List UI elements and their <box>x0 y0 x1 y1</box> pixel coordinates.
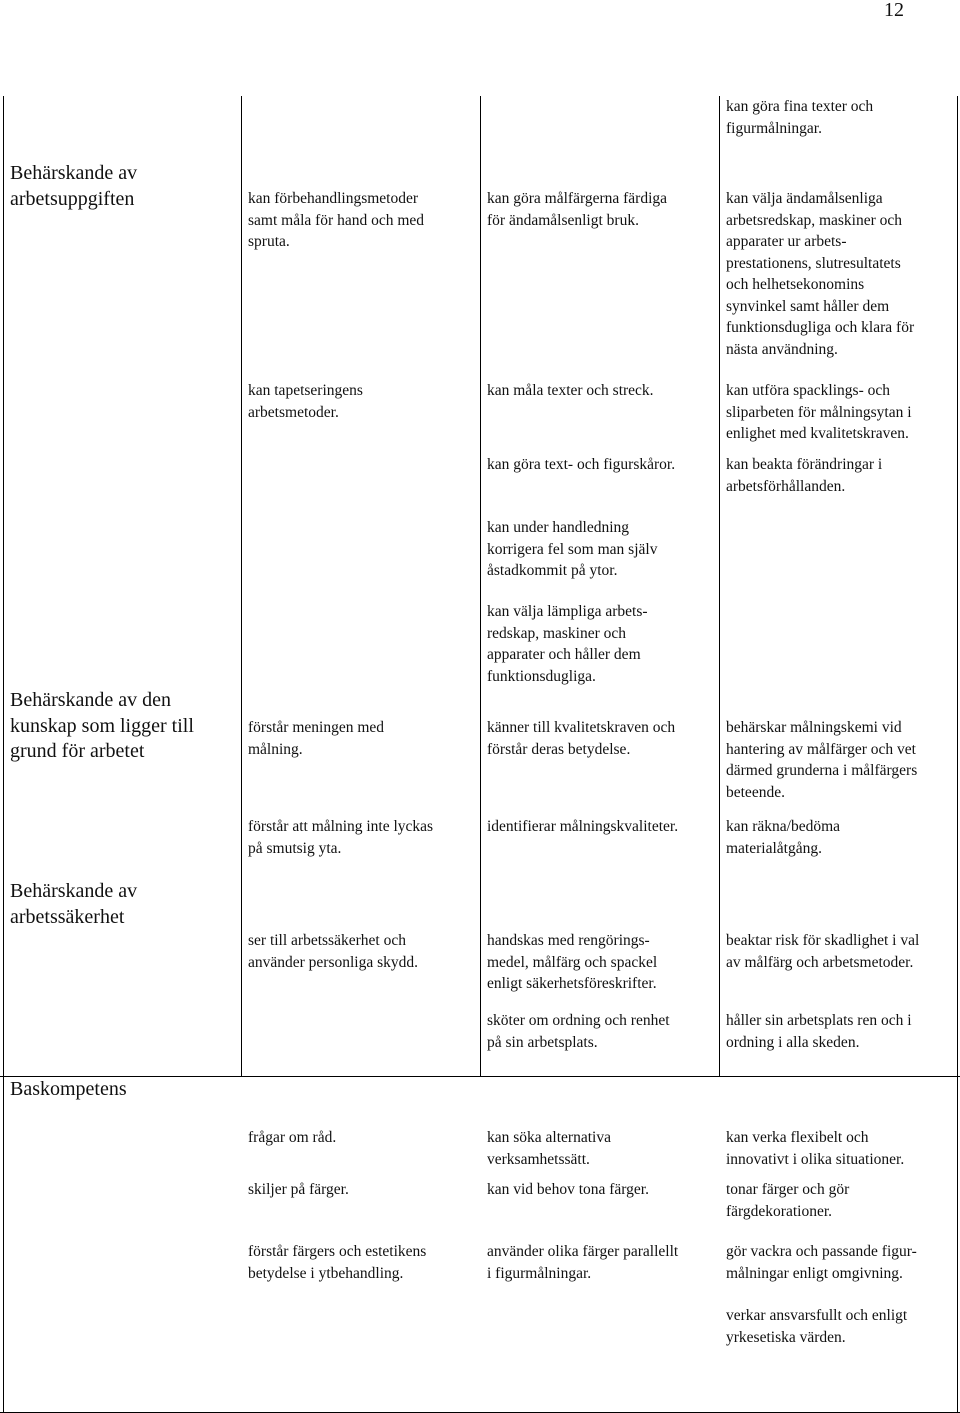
table-cell: tonar färger och gör färgdekorationer. <box>726 1181 850 1220</box>
table-cell: kan välja ändamålsenliga arbetsredskap, maskiner och apparater ur arbets- prestationens, slutresultatets och helhetsekonomins synvinkel samt håller dem funktionsdugliga och klara för nästa användning. <box>726 190 915 358</box>
column-rule <box>241 96 242 1077</box>
column-rule <box>480 96 481 1077</box>
section-heading: Behärskande av arbetssäkerhet <box>10 880 138 928</box>
table-cell: identifierar målningskvaliteter. <box>487 818 679 835</box>
table-cell: kan tapetseringens arbetsmetoder. <box>248 382 363 421</box>
table-cell: verkar ansvarsfullt och enligt yrkesetiska värden. <box>726 1307 908 1346</box>
table-cell: ser till arbetssäkerhet och använder personliga skydd. <box>248 932 419 971</box>
page-number: 12 <box>884 0 904 21</box>
table-cell: kan göra fina texter och figurmålningar. <box>726 98 874 137</box>
table-cell: sköter om ordning och renhet på sin arbetsplats. <box>487 1012 670 1051</box>
table-cell: förstår meningen med målning. <box>248 719 385 758</box>
table-cell: förstår att målning inte lyckas på smutsig yta. <box>248 818 434 857</box>
table-cell: behärskar målningskemi vid hantering av målfärger och vet därmed grunderna i målfärgers beteende. <box>726 719 918 801</box>
table-cell: kan vid behov tona färger. <box>487 1181 649 1198</box>
table-cell: kan göra text- och figurskåror. <box>487 456 676 473</box>
table-cell: kan utföra spacklings- och sliparbeten för målningsytan i enlighet med kvalitetskraven. <box>726 382 912 442</box>
table-cell: förstår färgers och estetikens betydelse i ytbehandling. <box>248 1243 427 1282</box>
table-cell: kan räkna/bedöma materialåtgång. <box>726 818 841 857</box>
table-cell: kan beakta förändringar i arbetsförhållanden. <box>726 456 883 495</box>
table-cell: gör vackra och passande figur- målningar enligt omgivning. <box>726 1243 917 1282</box>
table-cell: skiljer på färger. <box>248 1181 349 1198</box>
column-rule <box>957 96 958 1413</box>
section-heading: Behärskande av den kunskap som ligger till grund för arbetet <box>10 689 194 762</box>
table-cell: kan göra målfärgerna färdiga för ändamålsenligt bruk. <box>487 190 668 229</box>
table-cell: kan söka alternativa verksamhetssätt. <box>487 1129 611 1168</box>
column-rule <box>719 96 720 1077</box>
section-heading: Baskompetens <box>10 1078 127 1100</box>
section-rule <box>0 1076 960 1077</box>
table-cell: kan under handledning korrigera fel som man själv åstadkommit på ytor. <box>487 519 658 579</box>
table-cell: håller sin arbetsplats ren och i ordning i alla skeden. <box>726 1012 912 1051</box>
table-cell: frågar om råd. <box>248 1129 337 1146</box>
section-heading: Behärskande av arbetsuppgiften <box>10 162 138 210</box>
table-cell: handskas med rengörings- medel, målfärg och spackel enligt säkerhetsföreskrifter. <box>487 932 658 992</box>
table-cell: kan förbehandlingsmetoder samt måla för hand och med spruta. <box>248 190 425 250</box>
column-rule <box>3 96 4 1413</box>
table-cell: känner till kvalitetskraven och förstår deras betydelse. <box>487 719 676 758</box>
table-cell: beaktar risk för skadlighet i val av målfärg och arbetsmetoder. <box>726 932 920 971</box>
table-cell: kan verka flexibelt och innovativt i olika situationer. <box>726 1129 905 1168</box>
table-cell: kan måla texter och streck. <box>487 382 654 399</box>
table-cell: använder olika färger parallellt i figurmålningar. <box>487 1243 679 1282</box>
table-cell: kan välja lämpliga arbets- redskap, maskiner och apparater och håller dem funktionsdugliga. <box>487 603 648 685</box>
